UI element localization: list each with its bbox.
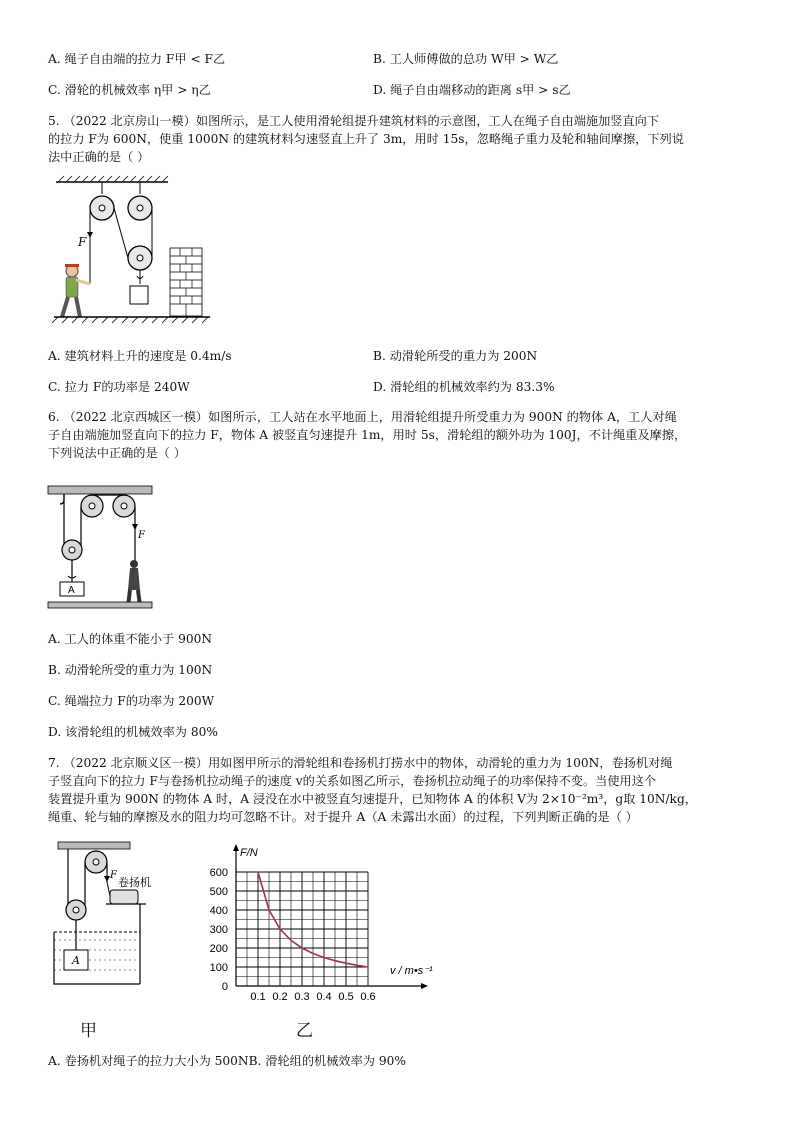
q6-stem-line2: 子自由端施加竖直向下的拉力 F，物体 A 被竖直匀速提升 1m，用时 5s，滑轮组的额外功为 100J，不计绳重及摩擦， <box>48 428 687 442</box>
q5-option-c: C. 拉力 F的功率是 240W <box>48 380 190 394</box>
x-axis-label: v / m•s⁻¹ <box>390 965 433 977</box>
q6-stem-line3: 下列说法中正确的是（ ） <box>48 446 186 460</box>
y-axis-label: F/N <box>240 847 258 859</box>
q7-options-ab: A. 卷扬机对绳子的拉力大小为 500NB. 滑轮组的机械效率为 90% <box>48 1054 406 1068</box>
q6-block-label: A <box>68 585 75 596</box>
q5-stem-line2: 的拉力 F为 600N，使重 1000N 的建筑材料匀速竖直上升了 3m，用时 15s，忽略绳子重力及轮和轴间摩擦，下列说 <box>48 132 684 146</box>
x-tick-label: 0.5 <box>338 991 354 1003</box>
y-tick-label: 500 <box>209 886 228 898</box>
q7-stem-line3: 装置提升重为 900N 的物体 A 时，A 浸没在水中被竖直匀速提升，已知物体 A 的体积 V为 2×10⁻²m³，g取 10N/kg， <box>48 792 697 806</box>
q4-option-a: A. 绳子自由端的拉力 F甲 < F乙 <box>48 52 226 66</box>
q5-stem-line3: 法中正确的是（ ） <box>48 150 150 164</box>
q6-option-a: A. 工人的体重不能小于 900N <box>48 632 213 646</box>
q7-stem-line2: 子竖直向下的拉力 F与卷扬机拉动绳子的速度 v的关系如图乙所示，卷扬机拉动绳子的功率保持不变。当使用这个 <box>48 774 657 788</box>
q7-winch-label: 卷扬机 <box>118 876 151 889</box>
x-tick-label: 0.3 <box>294 991 310 1003</box>
x-tick-label: 0.1 <box>250 991 266 1003</box>
q7-block-label: A <box>72 954 80 967</box>
q7-force-speed-chart <box>180 838 460 1013</box>
y-tick-label: 600 <box>209 867 228 879</box>
q5-pulley-figure <box>50 172 220 327</box>
x-tick-label: 0.6 <box>360 991 376 1003</box>
x-tick-label: 0.2 <box>272 991 288 1003</box>
q7-figure-yi-label: 乙 <box>296 1021 313 1041</box>
q6-pulley-figure <box>46 484 156 612</box>
q7-figure-jia-label: 甲 <box>80 1021 97 1041</box>
x-axis-arrow <box>421 983 428 989</box>
y-tick-label: 200 <box>209 943 228 955</box>
q4-option-b: B. 工人师傅做的总功 W甲 > W乙 <box>373 52 559 66</box>
q7-stem-line4: 绳重、轮与轴的摩擦及水的阻力均可忽略不计。对于提升 A（A 未露出水面）的过程，下列判断正确的是（ ） <box>48 810 638 824</box>
q4-option-d: D. 绳子自由端移动的距离 s甲 > s乙 <box>373 83 571 97</box>
q4-option-c: C. 滑轮的机械效率 η甲 > η乙 <box>48 83 211 97</box>
x-tick-label: 0.4 <box>316 991 332 1003</box>
origin-label: 0 <box>221 981 228 993</box>
q7-force-label: F <box>110 870 117 881</box>
q5-force-label: F <box>78 235 87 249</box>
q6-option-d: D. 该滑轮组的机械效率为 80% <box>48 725 218 739</box>
q5-stem-line1: 5. （2022 北京房山一模）如图所示，是工人使用滑轮组提升建筑材料的示意图，工人在绳子自由端施加竖直向下 <box>48 114 660 128</box>
q7-figure-jia <box>48 840 168 990</box>
y-axis-arrow <box>233 844 239 851</box>
q6-option-c: C. 绳端拉力 F的功率为 200W <box>48 694 215 708</box>
q6-stem-line1: 6. （2022 北京西城区一模）如图所示，工人站在水平地面上，用滑轮组提升所受重力为 900N 的物体 A，工人对绳 <box>48 410 677 424</box>
q5-option-a: A. 建筑材料上升的速度是 0.4m/s <box>48 349 232 363</box>
q6-force-label: F <box>138 530 145 541</box>
y-tick-label: 400 <box>209 905 228 917</box>
q6-option-b: B. 动滑轮所受的重力为 100N <box>48 663 213 677</box>
q5-option-b: B. 动滑轮所受的重力为 200N <box>373 349 538 363</box>
q7-stem-line1: 7. （2022 北京顺义区一模）用如图甲所示的滑轮组和卷扬机打捞水中的物体，动滑轮的重力为 100N，卷扬机对绳 <box>48 756 673 770</box>
y-tick-label: 300 <box>209 924 228 936</box>
y-tick-label: 100 <box>209 962 228 974</box>
q5-option-d: D. 滑轮组的机械效率约为 83.3% <box>373 380 555 394</box>
